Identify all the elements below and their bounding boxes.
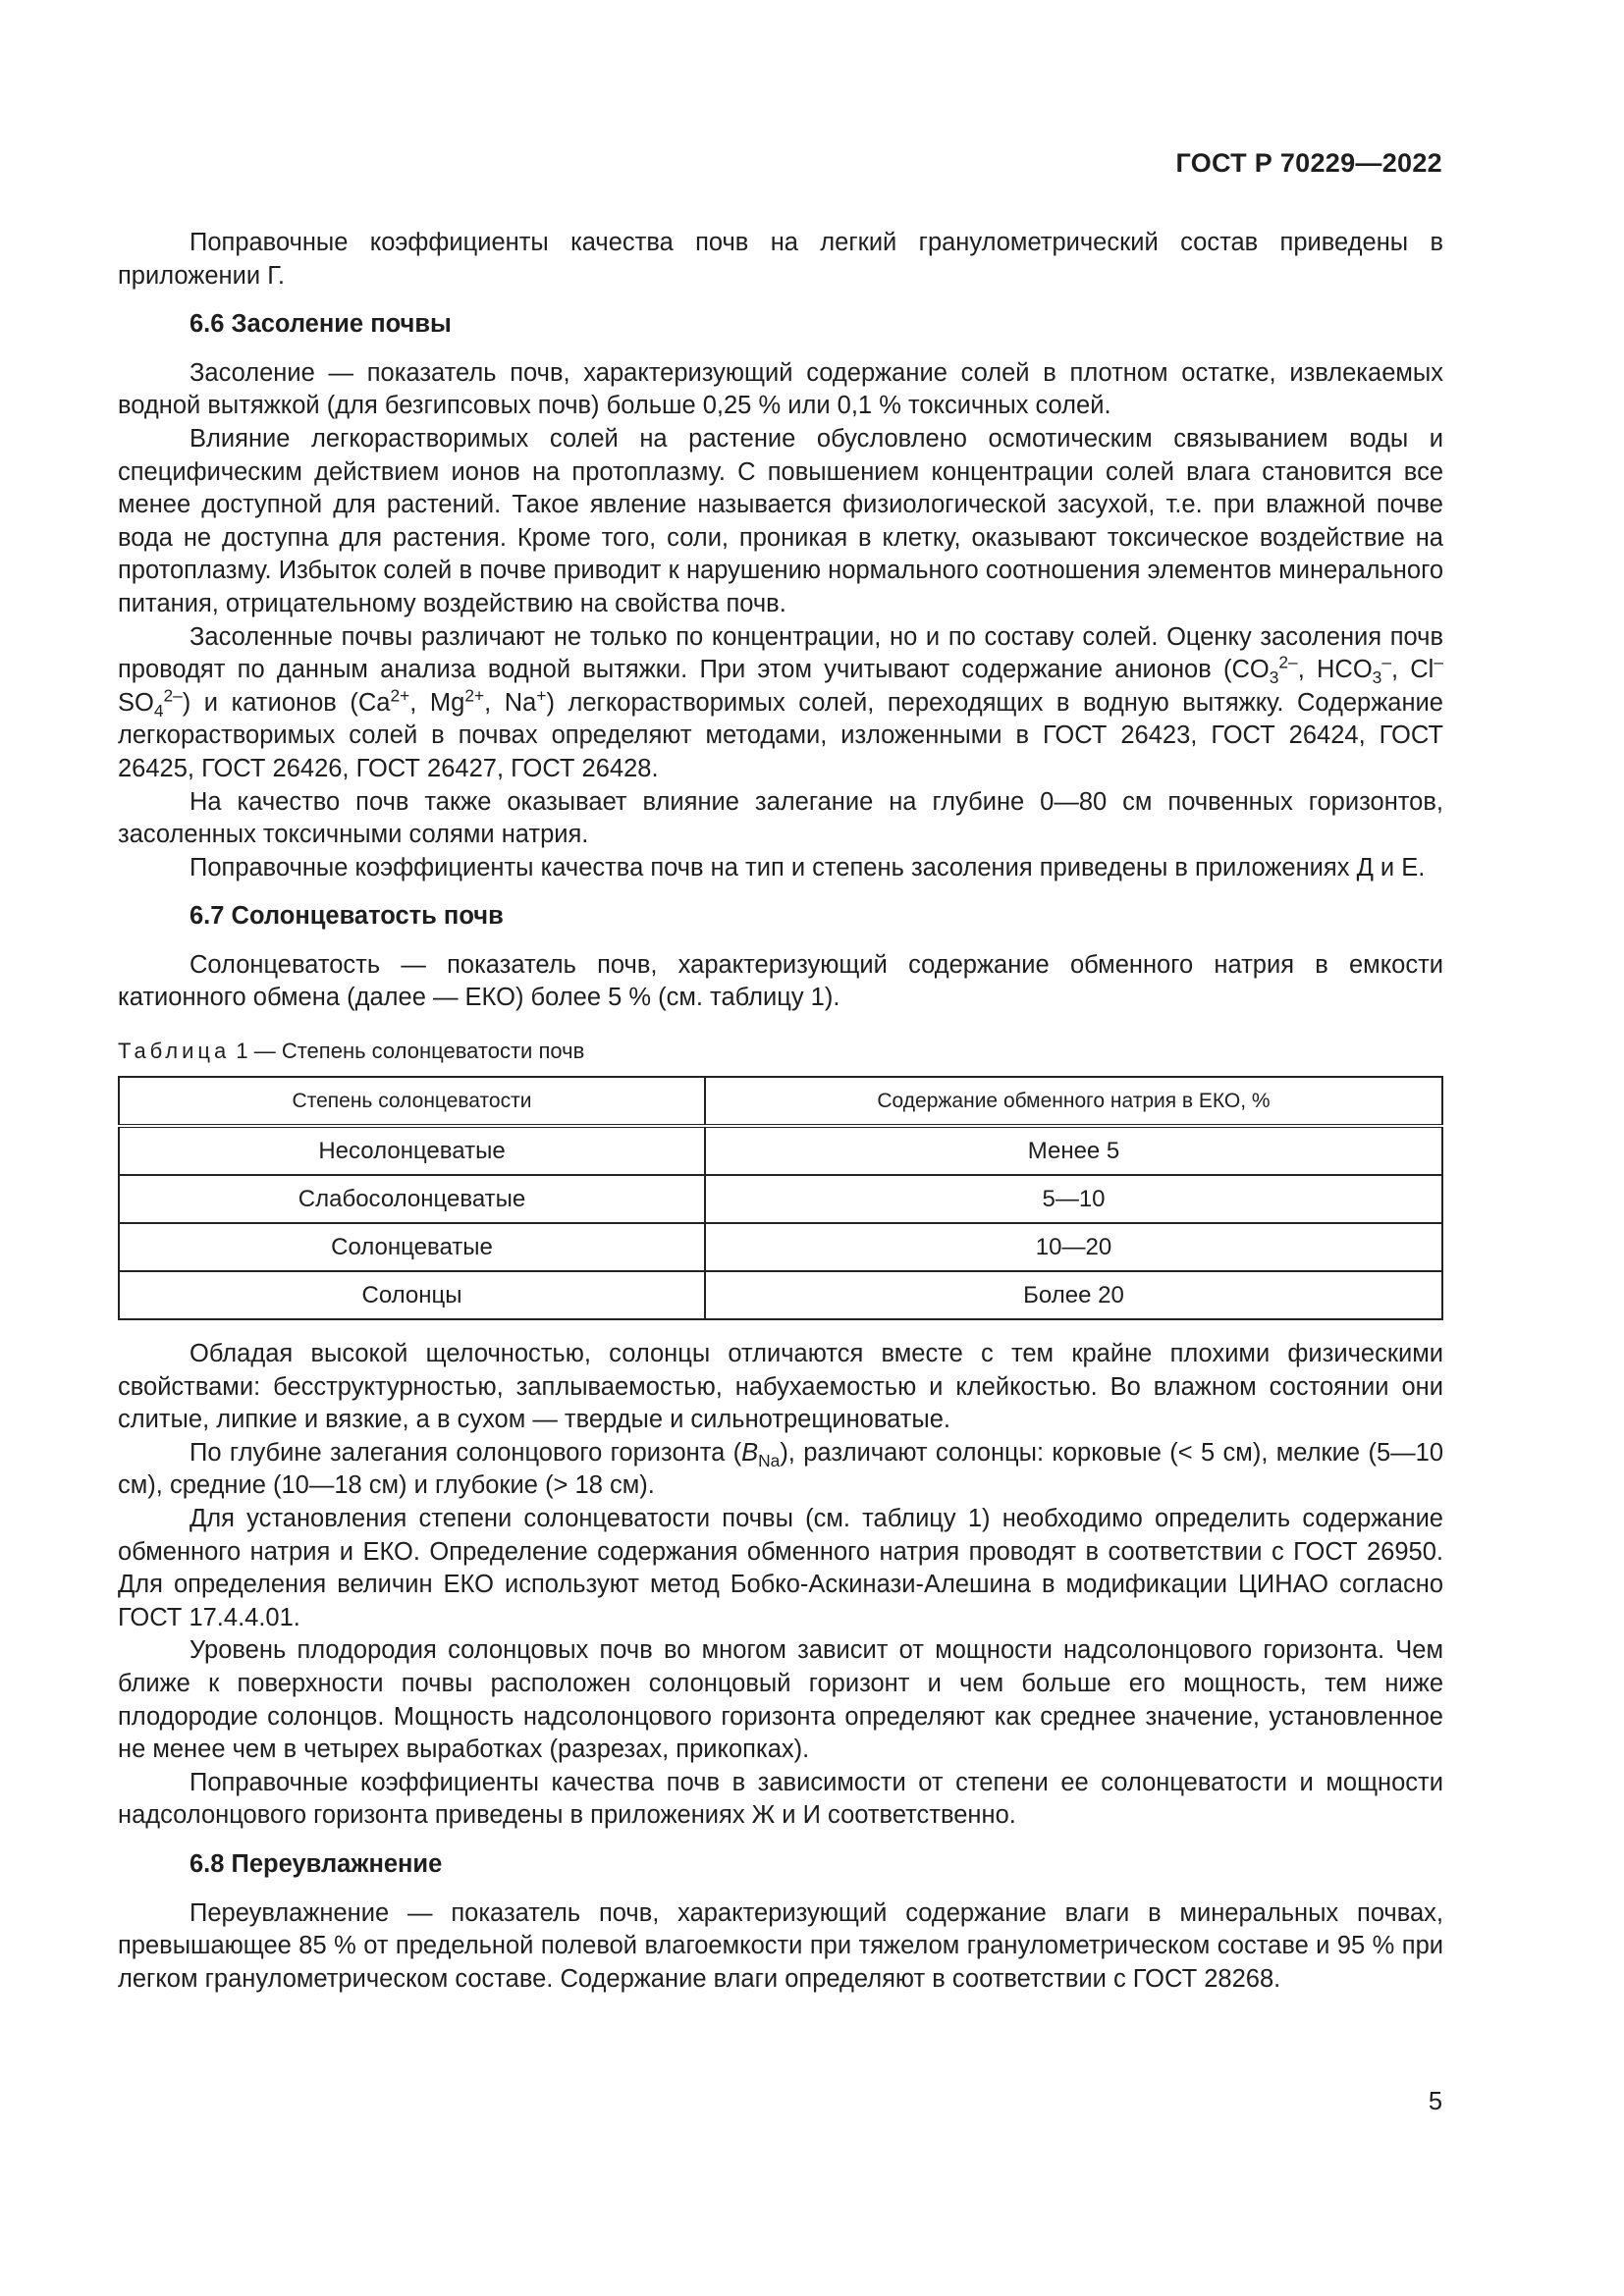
intro-paragraph: Поправочные коэффициенты качества почв на легкий гранулометрический состав приведены в приложении Г.: [118, 229, 1443, 290]
section-6-6-paragraph-1: Засоление — показатель почв, характеризующий содержание солей в плотном остатке, извлекаемых водной вытяжкой (для безгипсовых почв) больше 0,25 % или 0,1 % токсичных солей.: [118, 358, 1443, 420]
ion-so4: $SO_4^{2-}$: [118, 685, 183, 721]
section-6-7-paragraph-3: По глубине залегания солонцового горизонта $(B_{Na})$, различают солонцы: корковые (< 5 см), мелкие (5—10 см), средние (10—18 см) и глубокие (> 18 см).: [118, 1438, 1444, 1500]
table-cell: Менее 5: [705, 1126, 1442, 1175]
page-number: 5: [1428, 2088, 1442, 2115]
table-cell: Солонцеватые: [119, 1223, 705, 1271]
section-6-6-paragraph-4: На качество почв также оказывает влияние залегание на глубине 0—80 см почвенных горизонтов, засоленных токсичными солями натрия.: [118, 787, 1443, 849]
section-6-8-title: 6.8 Переувлажнение: [189, 1849, 443, 1878]
section-6-6-title: 6.6 Засоление почвы: [189, 310, 452, 339]
table-cell: Несолонцеватые: [119, 1126, 705, 1175]
solonetz-degree-table: [118, 1076, 1443, 1320]
section-6-7-title: 6.7 Солонцеватость почв: [189, 902, 504, 931]
table-header-cell: Степень солонцеватости: [119, 1077, 705, 1126]
section-6-8-paragraph-1: Переувлажнение — показатель почв, характеризующий содержание влаги в минеральных почвах, превышающее 85 % от предельной полевой влагоемкости при тяжелом гранулометрическом составе и 95 % при легком гранулометрическом составе. Содержание влаги определяют в соответствии с ГОСТ 28268.: [118, 1898, 1443, 1993]
table-cell: 5—10: [705, 1175, 1442, 1223]
section-6-6-paragraph-2: Влияние легкорастворимых солей на растение обусловлено осмотическим связыванием воды и специфическим действием ионов на протоплазму. С повышением концентрации солей влага становится все менее доступной для растений. Такое явление называется физиологической засухой, т.е. при влажной почве вода не доступна для растения. Кроме того, соли, проникая в клетку, оказывают токсическое воздействие на протоплазму. Избыток солей в почве приводит к нарушению нормального соотношения элементов минерального питания, отрицательному воздействию на свойства почв.: [118, 424, 1443, 617]
table-header-row: [119, 1077, 1442, 1126]
table-cell: Более 20: [705, 1271, 1442, 1319]
ion-ca: $Ca^{2+}$: [357, 685, 410, 717]
document-header: ГОСТ Р 70229—2022: [1175, 148, 1442, 178]
table-row: [119, 1271, 1442, 1319]
table-row: [119, 1175, 1442, 1223]
section-6-7-paragraph-1: Солонцеватость — показатель почв, характеризующий содержание обменного натрия в емкости катионного обмена (далее — ЕКО) более 5 % (см. таблицу 1).: [118, 950, 1443, 1012]
table-cell: 10—20: [705, 1223, 1442, 1271]
ion-cl: Cl–: [1410, 652, 1443, 684]
ion-hco3: $HCO_3^-$: [1317, 652, 1391, 688]
page-content: [118, 227, 1443, 1996]
table-caption: Таблица 1 — Степень солонцеватости почв: [118, 1039, 585, 1064]
section-6-7-paragraph-6: Поправочные коэффициенты качества почв в зависимости от степени ее солонцеватости и мощности надсолонцового горизонта приведены в приложениях Ж и И соответственно.: [118, 1768, 1443, 1830]
ion-mg: $Mg^{2+}$: [429, 685, 485, 717]
ion-na: Na+: [504, 685, 547, 717]
ion-co3: $CO_3^{2-}$: [1231, 652, 1298, 688]
table-cell: Слабосолонцеватые: [119, 1175, 705, 1223]
table-row: [119, 1223, 1442, 1271]
section-6-6-paragraph-3: Засоленные почвы различают не только по концентрации, но и по составу солей. Оценку засоления почв проводят по данным анализа водной вытяжки. При этом учитывают содержание анионов ($CO_3^{2-}$, $HCO_3^-$, Cl– $SO_4^{2-}$) и катионов ($Ca^{2+}$, $Mg^{2+}$, Na+) легкорастворимых солей, переходящих в водную вытяжку. Содержание легкорастворимых солей в почвах определяют методами, изложенными в ГОСТ 26423, ГОСТ 26424, ГОСТ 26425, ГОСТ 26426, ГОСТ 26427, ГОСТ 26428.: [118, 622, 1443, 782]
section-6-6-paragraph-5: Поправочные коэффициенты качества почв на тип и степень засоления приведены в приложениях Д и Е.: [189, 853, 1426, 881]
section-6-7-paragraph-2: Обладая высокой щелочностью, солонцы отличаются вместе с тем крайне плохими физическими свойствами: бесструктурностью, заплываемостью, набухаемостью и клейкостью. Во влажном состоянии они слитые, липкие и вязкие, а в сухом — твердые и сильнотрещиноватые.: [118, 1340, 1443, 1434]
section-6-7-paragraph-5: Уровень плодородия солонцовых почв во многом зависит от мощности надсолонцового горизонта. Чем ближе к поверхности почвы расположен солонцовый горизонт и чем больше его мощность, тем ниже плодородие солонцов. Мощность надсолонцового горизонта определяют как среднее значение, установленное не менее чем в четырех выработках (разрезах, прикопках).: [118, 1636, 1443, 1764]
table-cell: Солонцы: [119, 1271, 705, 1319]
section-6-7-paragraph-4: Для установления степени солонцеватости почвы (см. таблицу 1) необходимо определить содержание обменного натрия и ЕКО. Определение содержания обменного натрия проводят в соответствии с ГОСТ 26950. Для определения величин ЕКО используют метод Бобко-Аскинази-Алешина в модификации ЦИНАО согласно ГОСТ 17.4.4.01.: [118, 1505, 1443, 1631]
table-row: [119, 1126, 1442, 1175]
table-header-cell: Содержание обменного натрия в ЕКО, %: [705, 1077, 1442, 1126]
symbol-b-na: B: [741, 1438, 759, 1467]
